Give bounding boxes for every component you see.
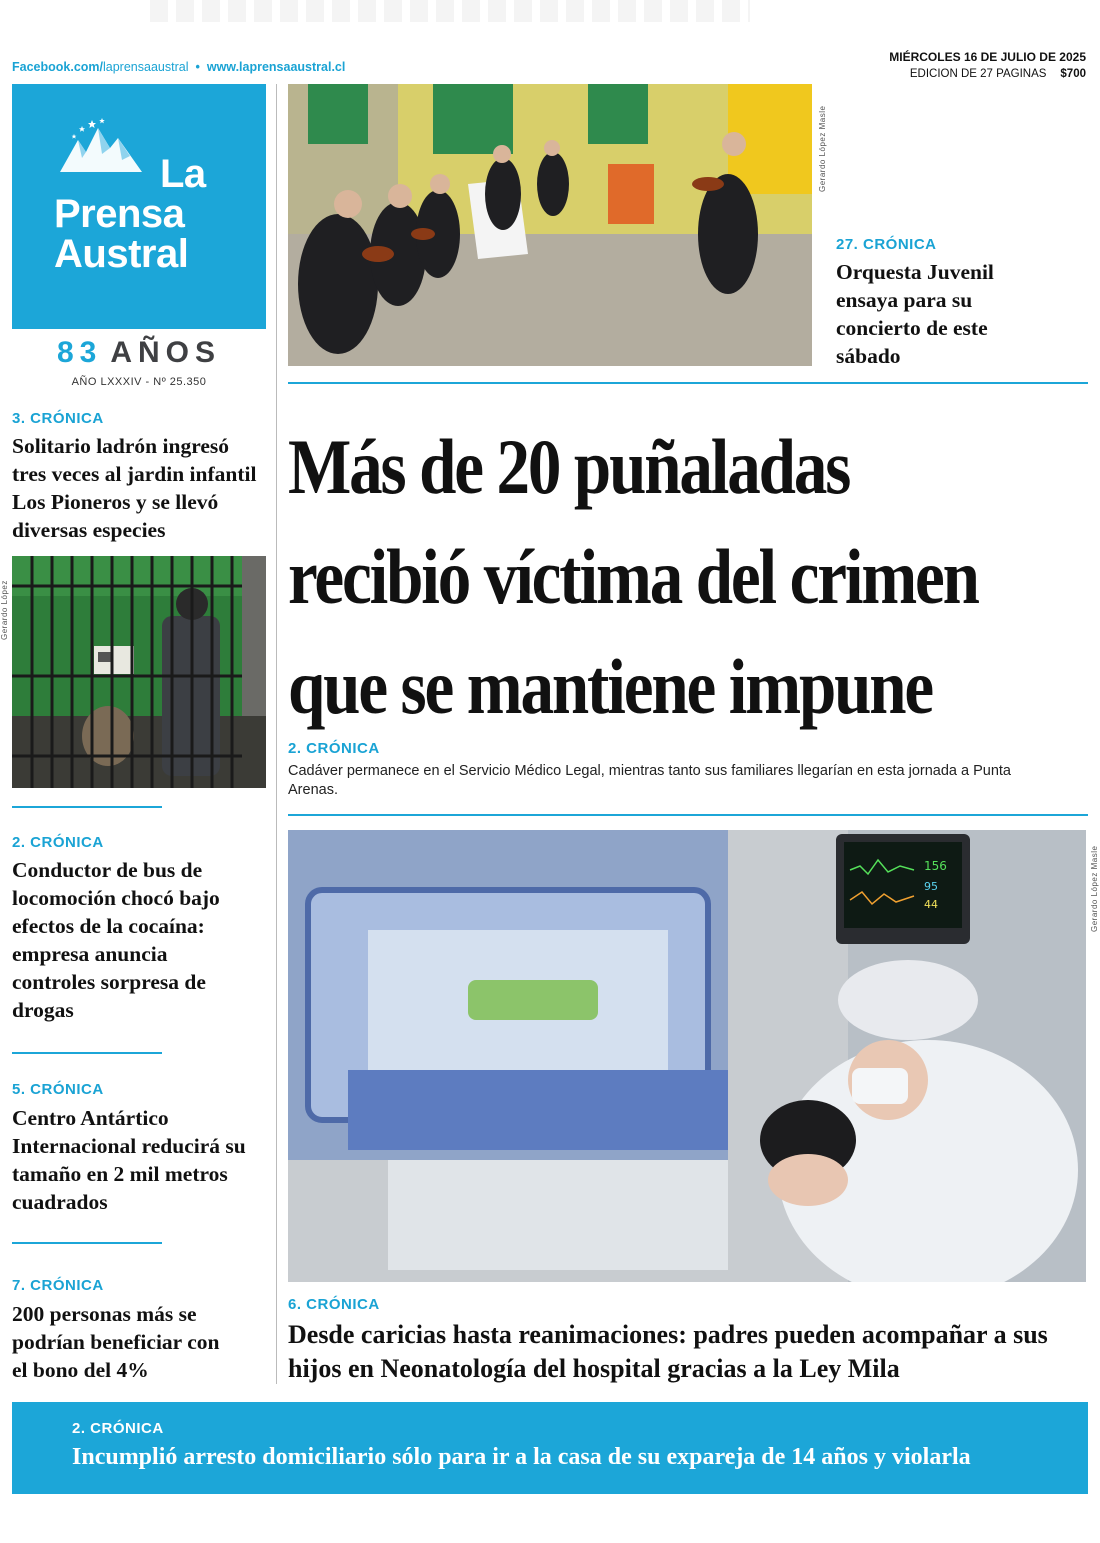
column-divider bbox=[276, 84, 277, 1384]
neonatal-photo-credit: Gerardo López Masle bbox=[1090, 845, 1099, 932]
facebook-link[interactable]: Facebook.com/laprensaaustral bbox=[12, 60, 189, 74]
story-2-headline[interactable]: Conductor de bus de locomoción chocó bajo efectos de la cocaína: empresa anuncia controles sorpresa de drogas bbox=[12, 858, 220, 1022]
main-story-kicker[interactable]: 2. CRÓNICA bbox=[288, 740, 380, 757]
story-1-headline[interactable]: Solitario ladrón ingresó tres veces al jardin infantil Los Pioneros y se llevó diversas especies bbox=[12, 434, 257, 542]
jail-photo-credit: Gerardo López bbox=[0, 580, 9, 640]
banner-headline[interactable]: Incumplió arresto domiciliario sólo para ir a la casa de su expareja de 14 años y violarla bbox=[72, 1444, 971, 1470]
brand-line-2: Prensa bbox=[54, 192, 185, 236]
story-1-kicker[interactable]: 3. CRÓNICA bbox=[12, 410, 104, 427]
story-3-kicker[interactable]: 5. CRÓNICA bbox=[12, 1081, 104, 1098]
masthead[interactable] bbox=[12, 84, 266, 329]
header-separator: • bbox=[195, 60, 200, 74]
neonatal-photo[interactable] bbox=[288, 830, 1086, 1282]
monitor-reading: 44 bbox=[924, 898, 938, 911]
orchestra-kicker[interactable]: 27. CRÓNICA bbox=[836, 236, 937, 253]
volume-number: AÑO LXXXIV - Nº 25.350 bbox=[71, 376, 207, 388]
story-4-headline[interactable]: 200 personas más se podrían beneficiar con el bono del 4% bbox=[12, 1302, 220, 1382]
edition-info bbox=[910, 68, 1086, 80]
brand-wordmark bbox=[54, 154, 206, 274]
main-headline-line-1: Más de 20 puñaladas bbox=[288, 423, 850, 510]
anniversary bbox=[12, 336, 266, 370]
main-headline[interactable] bbox=[288, 412, 1088, 742]
divider bbox=[288, 814, 1088, 816]
brand-line-1: La bbox=[160, 152, 206, 196]
main-headline-line-2: recibió víctima del crimen bbox=[288, 533, 978, 620]
divider bbox=[288, 382, 1088, 384]
price: $700 bbox=[1060, 68, 1086, 80]
divider bbox=[12, 1052, 162, 1054]
issue-date: MIÉRCOLES 16 DE JULIO DE 2025 bbox=[889, 50, 1086, 64]
header-links bbox=[12, 60, 345, 74]
main-headline-line-3: que se mantiene impune bbox=[288, 643, 933, 730]
divider bbox=[12, 1242, 162, 1244]
website-link[interactable]: www.laprensaaustral.cl bbox=[206, 60, 346, 74]
orchestra-rehearsal-image bbox=[288, 84, 812, 366]
banner-kicker[interactable]: 2. CRÓNICA bbox=[72, 1420, 164, 1437]
orchestra-headline[interactable]: Orquesta Juvenil ensaya para su concierto de este sábado bbox=[836, 260, 994, 368]
neonatal-unit-image bbox=[288, 830, 1086, 1282]
story-2-kicker[interactable]: 2. CRÓNICA bbox=[12, 834, 104, 851]
brand-line-3: Austral bbox=[54, 232, 189, 276]
bottom-banner[interactable] bbox=[12, 1402, 1088, 1494]
monitor-reading: 95 bbox=[924, 880, 938, 893]
story-4-kicker[interactable]: 7. CRÓNICA bbox=[12, 1277, 104, 1294]
neonatal-kicker[interactable]: 6. CRÓNICA bbox=[288, 1296, 380, 1313]
jail-scene-image bbox=[12, 556, 266, 788]
orchestra-photo[interactable] bbox=[288, 84, 812, 366]
anniversary-number: 83 bbox=[56, 336, 103, 369]
anniversary-word: AÑOS bbox=[110, 336, 222, 369]
main-story-deck: Cadáver permanece en el Servicio Médico Legal, mientras tanto sus familiares llegarían en esta jornada a Punta Arenas. bbox=[288, 763, 1011, 798]
jail-photo[interactable] bbox=[12, 556, 266, 788]
neonatal-headline[interactable]: Desde caricias hasta reanimaciones: padres pueden acompañar a sus hijos en Neonatología del hospital gracias a la Ley Mila bbox=[288, 1320, 1048, 1383]
story-3-headline[interactable]: Centro Antártico Internacional reducirá su tamaño en 2 mil metros cuadrados bbox=[12, 1106, 246, 1214]
monitor-reading: 156 bbox=[924, 859, 947, 873]
edition-pages: EDICION DE 27 PAGINAS bbox=[909, 68, 1047, 80]
divider bbox=[12, 806, 162, 808]
bleed-through-strip bbox=[150, 0, 750, 22]
orchestra-photo-credit: Gerardo López Masle bbox=[818, 105, 827, 192]
